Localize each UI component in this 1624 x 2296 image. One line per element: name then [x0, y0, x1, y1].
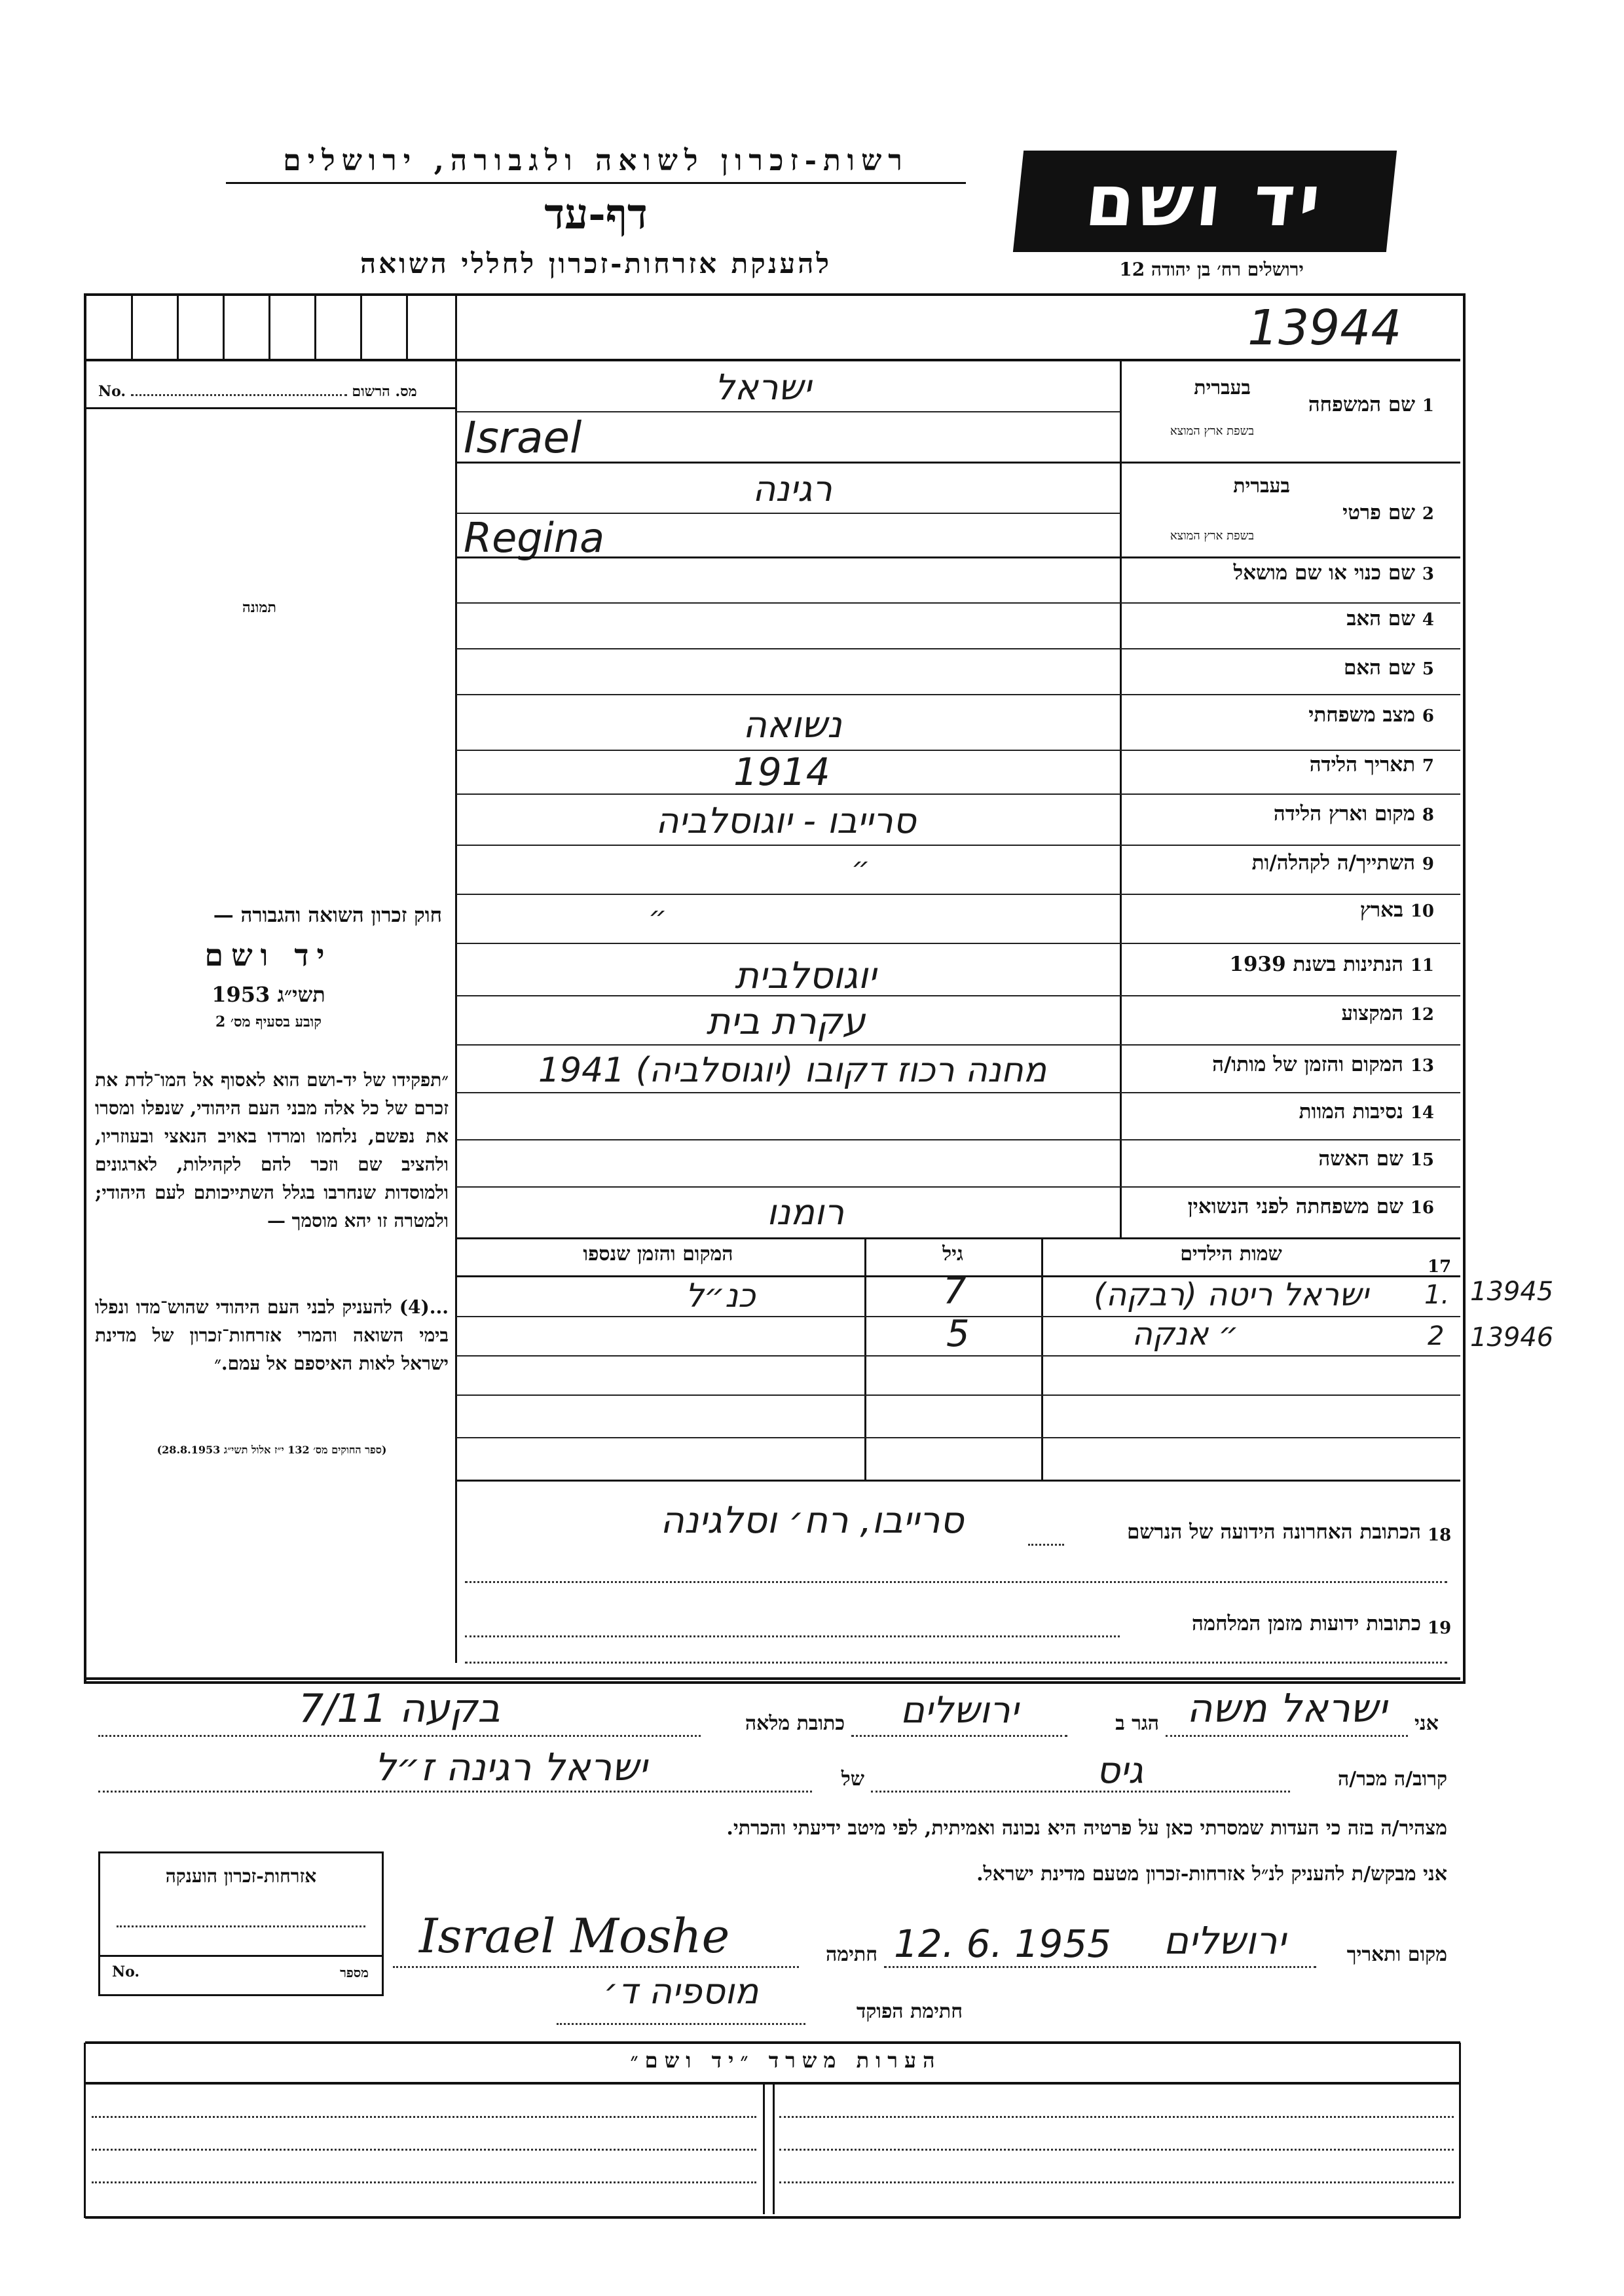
field-2-sub-origin: בשפת ארץ המוצא [1170, 529, 1254, 543]
field-5-label: 5 שם האם [1343, 656, 1434, 680]
field-9-label: 9 השתייך/ה לקהלה/ות [1251, 851, 1434, 875]
logo-address: ירושלים רח׳ בן יהודה 12 [1119, 259, 1304, 280]
child-1-age: 7 [943, 1270, 967, 1313]
field-2-label: 2 שם פרטי [1342, 501, 1434, 524]
field-7-value: 1914 [733, 750, 830, 794]
declaration-statement-2: אני מבקש/ת להעניק לנ״ל אזרחות-זכרון מטעם מדינת ישראל. [976, 1863, 1447, 1886]
field-10-value: ״ [648, 900, 667, 934]
law-name: יד ושם [204, 938, 333, 973]
citizenship-no-en: No. [112, 1963, 140, 1980]
field-18-number: 18 [1428, 1525, 1452, 1545]
field-14-label: 14 נסיבות המוות [1299, 1100, 1434, 1123]
field-17-number: 17 [1428, 1257, 1452, 1277]
field-19-number: 19 [1428, 1618, 1452, 1638]
decl-hagar-b: הגר ב [1115, 1712, 1159, 1735]
photo-placeholder-label: תמונה [242, 599, 276, 616]
form-title: דף-עד [544, 190, 648, 239]
law-clause: קובע בסעיף מס׳ 2 [215, 1013, 322, 1030]
declaration-date: 12. 6. 1955 [894, 1922, 1112, 1966]
declarant-relation: גיס [1096, 1749, 1143, 1792]
field-16-value: רומנו [766, 1192, 845, 1233]
field-18-value: סרייבו, רח׳ וסלגינה [660, 1499, 964, 1542]
declarant-signature: Israel Moshe [419, 1908, 730, 1963]
field-13-value: מחנה רכוז דקובו (יוגוסלביה) 1941 [538, 1051, 1047, 1090]
field-19-label: כתובות ידועות מזמן המלחמה [1191, 1612, 1421, 1635]
field-2-value-latin: Regina [464, 514, 605, 562]
child-1-name: ישראל ריטה (רבקה) [1094, 1277, 1369, 1313]
field-11-label: 11 הנתינות בשנת 1939 [1229, 953, 1434, 976]
field-6-label: 6 מצב משפחתי [1308, 703, 1434, 727]
field-8-label: 8 מקום וארץ הלידה [1273, 802, 1434, 826]
child-2-index: 2 [1428, 1321, 1445, 1351]
field-13-label: 13 המקום והזמן של מותו/ה [1212, 1053, 1434, 1076]
authority-line: רשות-זכרון לשואה ולגבורה, ירושלים [283, 144, 909, 177]
law-title: חוק זכרון השואה והגבורה — [213, 903, 442, 927]
field-1-value-latin: Israel [464, 412, 582, 463]
law-paragraph-1: ״תפקידו של יד-ושם הוא לאסוף אל המו־לדת את זכרם של כל אלה מבני העם היהודי, שנפלו ומסרו את נפשם, נלחמו ומרדו באויב הנאצי ובעוזריו, ולהציב שם וזכר להם לקהילות, לארגונים ולמוסדות שנחרבו בגלל השתייכותם לעם היהודי; ולמטרה זו יהא מוסמך — [95, 1069, 449, 1231]
field-9-value: ״ [851, 851, 870, 884]
decl-relative-label: קרוב/ה מכר/ה [1338, 1768, 1447, 1791]
field-2-sub-hebrew: בעברית [1233, 475, 1290, 498]
citizenship-no-he: מספר [340, 1965, 369, 1980]
child-1-ref: 13945 [1470, 1277, 1554, 1307]
decl-full-address-label: כתובת מלאה [745, 1712, 845, 1735]
citizenship-granted-title: אזרחות-זכרון הוענקה [165, 1865, 317, 1887]
place-date-label: מקום ותאריך [1346, 1943, 1447, 1966]
law-footnote: (ספר החוקים מס׳ 132 י״ז אלול תשי״ג 28.8.1953) [157, 1444, 387, 1456]
child-2-name: ״ אנקה [1132, 1316, 1239, 1353]
child-2-ref: 13946 [1470, 1322, 1554, 1353]
field-4-label: 4 שם האב [1346, 607, 1434, 630]
field-12-value: עקרת בית [706, 1000, 866, 1043]
field-2-value-hebrew: רגינה [752, 468, 832, 509]
field-1-sub-origin: בשפת ארץ המוצא [1170, 424, 1254, 438]
officer-signature-label: חתימת הפוקד [856, 2000, 963, 2023]
reg-no-en: No. [98, 383, 126, 400]
field-16-label: 16 שם משפחתה לפני הנשואין [1187, 1195, 1434, 1218]
decl-ani: אני [1414, 1712, 1439, 1735]
child-2-age: 5 [946, 1313, 970, 1355]
field-8-value: סרייבו - יוגוסלביה [655, 800, 916, 841]
field-1-sub-hebrew: בעברית [1194, 376, 1251, 399]
signature-label: חתימה [826, 1943, 877, 1966]
field-6-value: נשואה [743, 704, 842, 746]
declarant-city: ירושלים [900, 1689, 1019, 1732]
reg-no-he: מס. הרשום [352, 383, 417, 400]
declaration-statement-1: מצהיר/ה בזה כי העדות שמסרתי כאן על פרטיה היא נכונה ואמיתית, לפי מיטב ידיעתי והכרתי. [726, 1817, 1447, 1840]
citizenship-granted-box [98, 1851, 384, 1996]
field-1-value-hebrew: ישראל [714, 367, 811, 408]
child-1-index: 1. [1424, 1280, 1450, 1310]
authority-underline [226, 182, 966, 184]
officer-signature: מוספיה ד׳ [603, 1971, 759, 2012]
form-subtitle: להענקת אזרחות-זכרון לחללי השואה [360, 247, 832, 280]
decl-shel: של [841, 1768, 864, 1791]
declarant-of-whom: ישראל רגינה ז״ל [374, 1745, 648, 1789]
declarant-address: בקעה 7/11 [299, 1686, 500, 1732]
field-15-label: 15 שם האשה [1318, 1147, 1434, 1171]
children-col-age: גיל [942, 1243, 963, 1266]
field-1-label: 1 שם המשפחה [1308, 393, 1434, 416]
field-11-value: יוגוסלבית [735, 955, 876, 997]
law-year: תשי״ג 1953 [212, 982, 325, 1007]
field-3-label: 3 שם כנוי או שם מושאל [1233, 561, 1434, 585]
registration-number: 13944 [1247, 300, 1402, 356]
office-notes-title: הערות משרד ״יד ושם״ [630, 2048, 942, 2073]
declaration-place: ירושלים [1163, 1918, 1286, 1963]
law-paragraph-2: ...(4) להעניק לבני העם היהודי שהוש־מדו ונפלו בימי השואה והמרי אזרחות־זכרון של מדינת ישראל לאות האיספם אל עמם.״ [95, 1296, 449, 1374]
child-1-place: כנ״ל [685, 1277, 756, 1315]
children-col-place: המקום והזמן שנספו [583, 1243, 733, 1266]
children-col-names: שמות הילדים [1180, 1243, 1282, 1266]
field-18-label: הכתובת האחרונה הידועה של הנרשם [1126, 1520, 1421, 1544]
field-10-label: 10 בארץ [1359, 898, 1434, 922]
field-7-label: 7 תאריך הלידה [1309, 753, 1434, 776]
field-12-label: 12 המקצוע [1341, 1002, 1434, 1025]
reg-no-label [98, 383, 449, 400]
logo-text: יד ושם [1081, 160, 1329, 242]
declarant-name: ישראל משה [1187, 1686, 1387, 1732]
yad-vashem-logo [1013, 151, 1397, 252]
